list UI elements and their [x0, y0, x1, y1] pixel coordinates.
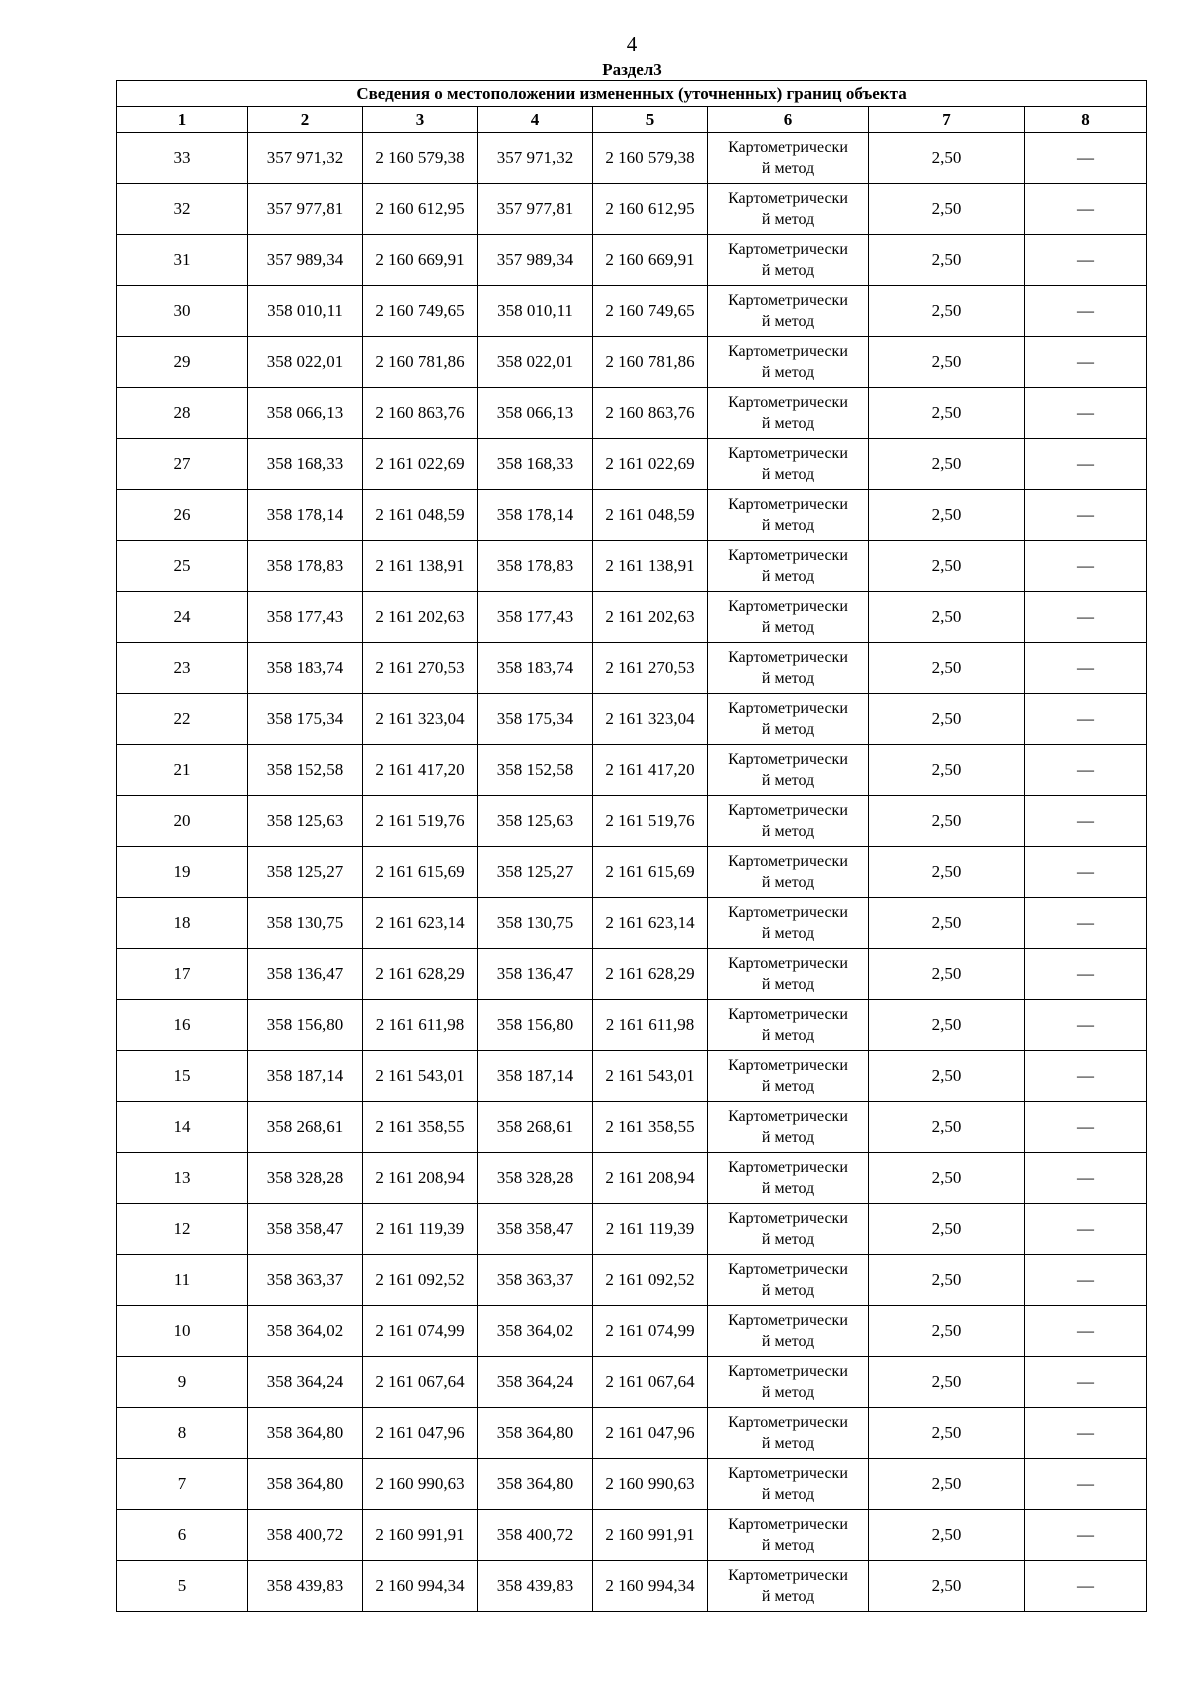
point-number-cell: 13 — [117, 1153, 248, 1204]
table-row — [117, 847, 1147, 898]
y-coordinate-cell: 2 160 990,63 — [593, 1459, 708, 1510]
column-header: 5 — [593, 107, 708, 133]
accuracy-cell: 2,50 — [869, 796, 1025, 847]
table-row — [117, 184, 1147, 235]
x-coordinate-cell: 357 971,32 — [478, 133, 593, 184]
y-coordinate-cell: 2 161 022,69 — [593, 439, 708, 490]
accuracy-cell: 2,50 — [869, 898, 1025, 949]
method-cell: Картометрически й метод — [708, 133, 869, 184]
x-coordinate-cell: 358 358,47 — [478, 1204, 593, 1255]
table-row — [117, 439, 1147, 490]
accuracy-cell: 2,50 — [869, 184, 1025, 235]
x-coordinate-cell: 358 178,14 — [478, 490, 593, 541]
x-coordinate-cell: 358 152,58 — [478, 745, 593, 796]
accuracy-cell: 2,50 — [869, 541, 1025, 592]
accuracy-cell: 2,50 — [869, 1051, 1025, 1102]
y-coordinate-cell: 2 160 863,76 — [593, 388, 708, 439]
y-coordinate-cell: 2 160 991,91 — [593, 1510, 708, 1561]
accuracy-cell: 2,50 — [869, 1000, 1025, 1051]
table-row — [117, 1408, 1147, 1459]
table-caption: Сведения о местоположении измененных (уточненных) границ объекта — [117, 81, 1147, 107]
accuracy-cell: 2,50 — [869, 643, 1025, 694]
note-cell: — — [1025, 1102, 1147, 1153]
note-cell: — — [1025, 592, 1147, 643]
method-cell: Картометрически й метод — [708, 1051, 869, 1102]
table-row — [117, 1255, 1147, 1306]
x-coordinate-cell: 358 400,72 — [478, 1510, 593, 1561]
y-coordinate-cell: 2 160 994,34 — [593, 1561, 708, 1612]
y-coordinate-cell: 2 161 119,39 — [363, 1204, 478, 1255]
point-number-cell: 10 — [117, 1306, 248, 1357]
method-cell: Картометрически й метод — [708, 1204, 869, 1255]
method-cell: Картометрически й метод — [708, 1306, 869, 1357]
y-coordinate-cell: 2 160 579,38 — [593, 133, 708, 184]
note-cell: — — [1025, 388, 1147, 439]
method-cell: Картометрически й метод — [708, 1357, 869, 1408]
point-number-cell: 12 — [117, 1204, 248, 1255]
point-number-cell: 14 — [117, 1102, 248, 1153]
x-coordinate-cell: 358 400,72 — [248, 1510, 363, 1561]
y-coordinate-cell: 2 160 994,34 — [363, 1561, 478, 1612]
method-cell: Картометрически й метод — [708, 1000, 869, 1051]
y-coordinate-cell: 2 161 208,94 — [593, 1153, 708, 1204]
x-coordinate-cell: 358 136,47 — [248, 949, 363, 1000]
y-coordinate-cell: 2 161 628,29 — [363, 949, 478, 1000]
point-number-cell: 19 — [117, 847, 248, 898]
note-cell: — — [1025, 286, 1147, 337]
y-coordinate-cell: 2 161 358,55 — [363, 1102, 478, 1153]
table-row — [117, 1561, 1147, 1612]
x-coordinate-cell: 358 364,80 — [478, 1408, 593, 1459]
x-coordinate-cell: 358 168,33 — [478, 439, 593, 490]
y-coordinate-cell: 2 161 092,52 — [593, 1255, 708, 1306]
x-coordinate-cell: 358 168,33 — [248, 439, 363, 490]
y-coordinate-cell: 2 161 543,01 — [593, 1051, 708, 1102]
point-number-cell: 32 — [117, 184, 248, 235]
table-row — [117, 643, 1147, 694]
method-cell: Картометрически й метод — [708, 1408, 869, 1459]
x-coordinate-cell: 358 268,61 — [478, 1102, 593, 1153]
accuracy-cell: 2,50 — [869, 1306, 1025, 1357]
y-coordinate-cell: 2 161 208,94 — [363, 1153, 478, 1204]
note-cell: — — [1025, 235, 1147, 286]
table-row — [117, 133, 1147, 184]
y-coordinate-cell: 2 161 358,55 — [593, 1102, 708, 1153]
x-coordinate-cell: 358 152,58 — [248, 745, 363, 796]
x-coordinate-cell: 358 136,47 — [478, 949, 593, 1000]
x-coordinate-cell: 358 328,28 — [478, 1153, 593, 1204]
table-row — [117, 1459, 1147, 1510]
point-number-cell: 23 — [117, 643, 248, 694]
table-row — [117, 1204, 1147, 1255]
x-coordinate-cell: 358 178,83 — [478, 541, 593, 592]
table-row — [117, 694, 1147, 745]
table-row — [117, 286, 1147, 337]
method-cell: Картометрически й метод — [708, 1255, 869, 1306]
method-cell: Картометрически й метод — [708, 1153, 869, 1204]
note-cell: — — [1025, 1561, 1147, 1612]
column-header: 4 — [478, 107, 593, 133]
point-number-cell: 15 — [117, 1051, 248, 1102]
note-cell: — — [1025, 1459, 1147, 1510]
y-coordinate-cell: 2 160 749,65 — [593, 286, 708, 337]
x-coordinate-cell: 357 989,34 — [248, 235, 363, 286]
table-row — [117, 1306, 1147, 1357]
y-coordinate-cell: 2 161 615,69 — [363, 847, 478, 898]
point-number-cell: 31 — [117, 235, 248, 286]
point-number-cell: 16 — [117, 1000, 248, 1051]
point-number-cell: 20 — [117, 796, 248, 847]
accuracy-cell: 2,50 — [869, 235, 1025, 286]
y-coordinate-cell: 2 161 270,53 — [593, 643, 708, 694]
accuracy-cell: 2,50 — [869, 439, 1025, 490]
table-body — [117, 133, 1147, 1612]
accuracy-cell: 2,50 — [869, 949, 1025, 1000]
y-coordinate-cell: 2 161 623,14 — [363, 898, 478, 949]
y-coordinate-cell: 2 161 417,20 — [363, 745, 478, 796]
point-number-cell: 25 — [117, 541, 248, 592]
point-number-cell: 18 — [117, 898, 248, 949]
boundary-coordinates-table — [116, 80, 1147, 1612]
x-coordinate-cell: 358 183,74 — [478, 643, 593, 694]
x-coordinate-cell: 358 358,47 — [248, 1204, 363, 1255]
accuracy-cell: 2,50 — [869, 745, 1025, 796]
accuracy-cell: 2,50 — [869, 1204, 1025, 1255]
note-cell: — — [1025, 1357, 1147, 1408]
x-coordinate-cell: 358 177,43 — [478, 592, 593, 643]
x-coordinate-cell: 358 439,83 — [248, 1561, 363, 1612]
point-number-cell: 9 — [117, 1357, 248, 1408]
y-coordinate-cell: 2 160 781,86 — [363, 337, 478, 388]
table-row — [117, 337, 1147, 388]
note-cell: — — [1025, 1000, 1147, 1051]
x-coordinate-cell: 358 125,27 — [478, 847, 593, 898]
column-header: 1 — [117, 107, 248, 133]
table-row — [117, 898, 1147, 949]
y-coordinate-cell: 2 161 092,52 — [363, 1255, 478, 1306]
note-cell: — — [1025, 133, 1147, 184]
note-cell: — — [1025, 1255, 1147, 1306]
note-cell: — — [1025, 490, 1147, 541]
table-row — [117, 1153, 1147, 1204]
y-coordinate-cell: 2 160 991,91 — [363, 1510, 478, 1561]
point-number-cell: 24 — [117, 592, 248, 643]
method-cell: Картометрически й метод — [708, 337, 869, 388]
method-cell: Картометрически й метод — [708, 745, 869, 796]
page-number: 4 — [626, 32, 638, 56]
note-cell: — — [1025, 337, 1147, 388]
point-number-cell: 8 — [117, 1408, 248, 1459]
x-coordinate-cell: 358 178,83 — [248, 541, 363, 592]
accuracy-cell: 2,50 — [869, 592, 1025, 643]
method-cell: Картометрически й метод — [708, 949, 869, 1000]
x-coordinate-cell: 358 010,11 — [478, 286, 593, 337]
y-coordinate-cell: 2 161 048,59 — [593, 490, 708, 541]
point-number-cell: 7 — [117, 1459, 248, 1510]
note-cell: — — [1025, 898, 1147, 949]
x-coordinate-cell: 358 364,80 — [248, 1459, 363, 1510]
table-row — [117, 1357, 1147, 1408]
accuracy-cell: 2,50 — [869, 337, 1025, 388]
x-coordinate-cell: 358 364,24 — [478, 1357, 593, 1408]
x-coordinate-cell: 358 363,37 — [248, 1255, 363, 1306]
column-header: 6 — [708, 107, 869, 133]
note-cell: — — [1025, 1204, 1147, 1255]
y-coordinate-cell: 2 161 417,20 — [593, 745, 708, 796]
accuracy-cell: 2,50 — [869, 1102, 1025, 1153]
accuracy-cell: 2,50 — [869, 1357, 1025, 1408]
column-header: 8 — [1025, 107, 1147, 133]
note-cell: — — [1025, 541, 1147, 592]
y-coordinate-cell: 2 160 990,63 — [363, 1459, 478, 1510]
point-number-cell: 17 — [117, 949, 248, 1000]
y-coordinate-cell: 2 161 074,99 — [593, 1306, 708, 1357]
method-cell: Картометрически й метод — [708, 847, 869, 898]
y-coordinate-cell: 2 161 067,64 — [593, 1357, 708, 1408]
y-coordinate-cell: 2 161 119,39 — [593, 1204, 708, 1255]
x-coordinate-cell: 358 156,80 — [478, 1000, 593, 1051]
method-cell: Картометрически й метод — [708, 1510, 869, 1561]
note-cell: — — [1025, 439, 1147, 490]
column-header: 2 — [248, 107, 363, 133]
accuracy-cell: 2,50 — [869, 1510, 1025, 1561]
y-coordinate-cell: 2 161 543,01 — [363, 1051, 478, 1102]
note-cell: — — [1025, 1051, 1147, 1102]
table-row — [117, 235, 1147, 286]
accuracy-cell: 2,50 — [869, 1153, 1025, 1204]
point-number-cell: 6 — [117, 1510, 248, 1561]
section-title: Раздел3 — [602, 60, 662, 79]
x-coordinate-cell: 358 187,14 — [478, 1051, 593, 1102]
point-number-cell: 27 — [117, 439, 248, 490]
x-coordinate-cell: 358 364,80 — [478, 1459, 593, 1510]
x-coordinate-cell: 358 439,83 — [478, 1561, 593, 1612]
column-header: 7 — [869, 107, 1025, 133]
x-coordinate-cell: 358 183,74 — [248, 643, 363, 694]
y-coordinate-cell: 2 161 048,59 — [363, 490, 478, 541]
x-coordinate-cell: 358 066,13 — [248, 388, 363, 439]
accuracy-cell: 2,50 — [869, 847, 1025, 898]
table-row — [117, 1051, 1147, 1102]
column-header: 3 — [363, 107, 478, 133]
y-coordinate-cell: 2 161 611,98 — [593, 1000, 708, 1051]
y-coordinate-cell: 2 161 270,53 — [363, 643, 478, 694]
note-cell: — — [1025, 184, 1147, 235]
method-cell: Картометрически й метод — [708, 643, 869, 694]
note-cell: — — [1025, 796, 1147, 847]
x-coordinate-cell: 358 156,80 — [248, 1000, 363, 1051]
point-number-cell: 33 — [117, 133, 248, 184]
y-coordinate-cell: 2 161 623,14 — [593, 898, 708, 949]
x-coordinate-cell: 357 971,32 — [248, 133, 363, 184]
accuracy-cell: 2,50 — [869, 133, 1025, 184]
y-coordinate-cell: 2 161 202,63 — [593, 592, 708, 643]
table-row — [117, 1102, 1147, 1153]
y-coordinate-cell: 2 161 628,29 — [593, 949, 708, 1000]
y-coordinate-cell: 2 161 323,04 — [363, 694, 478, 745]
x-coordinate-cell: 358 022,01 — [248, 337, 363, 388]
point-number-cell: 11 — [117, 1255, 248, 1306]
x-coordinate-cell: 358 125,27 — [248, 847, 363, 898]
x-coordinate-cell: 358 364,02 — [478, 1306, 593, 1357]
y-coordinate-cell: 2 160 669,91 — [593, 235, 708, 286]
note-cell: — — [1025, 1408, 1147, 1459]
note-cell: — — [1025, 643, 1147, 694]
accuracy-cell: 2,50 — [869, 1561, 1025, 1612]
x-coordinate-cell: 357 977,81 — [478, 184, 593, 235]
note-cell: — — [1025, 1306, 1147, 1357]
method-cell: Картометрически й метод — [708, 184, 869, 235]
y-coordinate-cell: 2 161 519,76 — [363, 796, 478, 847]
point-number-cell: 5 — [117, 1561, 248, 1612]
point-number-cell: 26 — [117, 490, 248, 541]
method-cell: Картометрически й метод — [708, 1102, 869, 1153]
x-coordinate-cell: 358 130,75 — [478, 898, 593, 949]
y-coordinate-cell: 2 160 579,38 — [363, 133, 478, 184]
method-cell: Картометрически й метод — [708, 490, 869, 541]
accuracy-cell: 2,50 — [869, 1408, 1025, 1459]
point-number-cell: 22 — [117, 694, 248, 745]
table-row — [117, 1510, 1147, 1561]
x-coordinate-cell: 358 363,37 — [478, 1255, 593, 1306]
column-number-row — [117, 107, 1147, 133]
note-cell: — — [1025, 1153, 1147, 1204]
y-coordinate-cell: 2 161 202,63 — [363, 592, 478, 643]
method-cell: Картометрически й метод — [708, 796, 869, 847]
x-coordinate-cell: 357 977,81 — [248, 184, 363, 235]
point-number-cell: 30 — [117, 286, 248, 337]
y-coordinate-cell: 2 160 863,76 — [363, 388, 478, 439]
x-coordinate-cell: 358 187,14 — [248, 1051, 363, 1102]
note-cell: — — [1025, 1510, 1147, 1561]
method-cell: Картометрически й метод — [708, 286, 869, 337]
y-coordinate-cell: 2 161 067,64 — [363, 1357, 478, 1408]
note-cell: — — [1025, 745, 1147, 796]
table-row — [117, 1000, 1147, 1051]
y-coordinate-cell: 2 161 611,98 — [363, 1000, 478, 1051]
y-coordinate-cell: 2 160 669,91 — [363, 235, 478, 286]
x-coordinate-cell: 358 364,24 — [248, 1357, 363, 1408]
x-coordinate-cell: 357 989,34 — [478, 235, 593, 286]
table-row — [117, 796, 1147, 847]
y-coordinate-cell: 2 161 323,04 — [593, 694, 708, 745]
x-coordinate-cell: 358 066,13 — [478, 388, 593, 439]
table-row — [117, 388, 1147, 439]
x-coordinate-cell: 358 130,75 — [248, 898, 363, 949]
x-coordinate-cell: 358 175,34 — [248, 694, 363, 745]
note-cell: — — [1025, 949, 1147, 1000]
y-coordinate-cell: 2 161 519,76 — [593, 796, 708, 847]
x-coordinate-cell: 358 364,80 — [248, 1408, 363, 1459]
table-row — [117, 949, 1147, 1000]
method-cell: Картометрически й метод — [708, 592, 869, 643]
note-cell: — — [1025, 694, 1147, 745]
method-cell: Картометрически й метод — [708, 1459, 869, 1510]
method-cell: Картометрически й метод — [708, 439, 869, 490]
y-coordinate-cell: 2 161 615,69 — [593, 847, 708, 898]
table-row — [117, 592, 1147, 643]
x-coordinate-cell: 358 177,43 — [248, 592, 363, 643]
y-coordinate-cell: 2 160 612,95 — [363, 184, 478, 235]
y-coordinate-cell: 2 161 047,96 — [593, 1408, 708, 1459]
note-cell: — — [1025, 847, 1147, 898]
accuracy-cell: 2,50 — [869, 694, 1025, 745]
accuracy-cell: 2,50 — [869, 1459, 1025, 1510]
point-number-cell: 28 — [117, 388, 248, 439]
method-cell: Картометрически й метод — [708, 235, 869, 286]
y-coordinate-cell: 2 161 138,91 — [363, 541, 478, 592]
y-coordinate-cell: 2 161 047,96 — [363, 1408, 478, 1459]
method-cell: Картометрически й метод — [708, 694, 869, 745]
method-cell: Картометрически й метод — [708, 388, 869, 439]
y-coordinate-cell: 2 160 749,65 — [363, 286, 478, 337]
accuracy-cell: 2,50 — [869, 286, 1025, 337]
table-row — [117, 541, 1147, 592]
x-coordinate-cell: 358 364,02 — [248, 1306, 363, 1357]
accuracy-cell: 2,50 — [869, 1255, 1025, 1306]
x-coordinate-cell: 358 175,34 — [478, 694, 593, 745]
x-coordinate-cell: 358 010,11 — [248, 286, 363, 337]
y-coordinate-cell: 2 161 138,91 — [593, 541, 708, 592]
y-coordinate-cell: 2 160 612,95 — [593, 184, 708, 235]
y-coordinate-cell: 2 161 074,99 — [363, 1306, 478, 1357]
x-coordinate-cell: 358 125,63 — [478, 796, 593, 847]
point-number-cell: 21 — [117, 745, 248, 796]
point-number-cell: 29 — [117, 337, 248, 388]
method-cell: Картометрически й метод — [708, 1561, 869, 1612]
accuracy-cell: 2,50 — [869, 490, 1025, 541]
method-cell: Картометрически й метод — [708, 541, 869, 592]
x-coordinate-cell: 358 022,01 — [478, 337, 593, 388]
table-row — [117, 745, 1147, 796]
y-coordinate-cell: 2 161 022,69 — [363, 439, 478, 490]
method-cell: Картометрически й метод — [708, 898, 869, 949]
y-coordinate-cell: 2 160 781,86 — [593, 337, 708, 388]
x-coordinate-cell: 358 328,28 — [248, 1153, 363, 1204]
x-coordinate-cell: 358 268,61 — [248, 1102, 363, 1153]
table-row — [117, 490, 1147, 541]
x-coordinate-cell: 358 178,14 — [248, 490, 363, 541]
accuracy-cell: 2,50 — [869, 388, 1025, 439]
x-coordinate-cell: 358 125,63 — [248, 796, 363, 847]
